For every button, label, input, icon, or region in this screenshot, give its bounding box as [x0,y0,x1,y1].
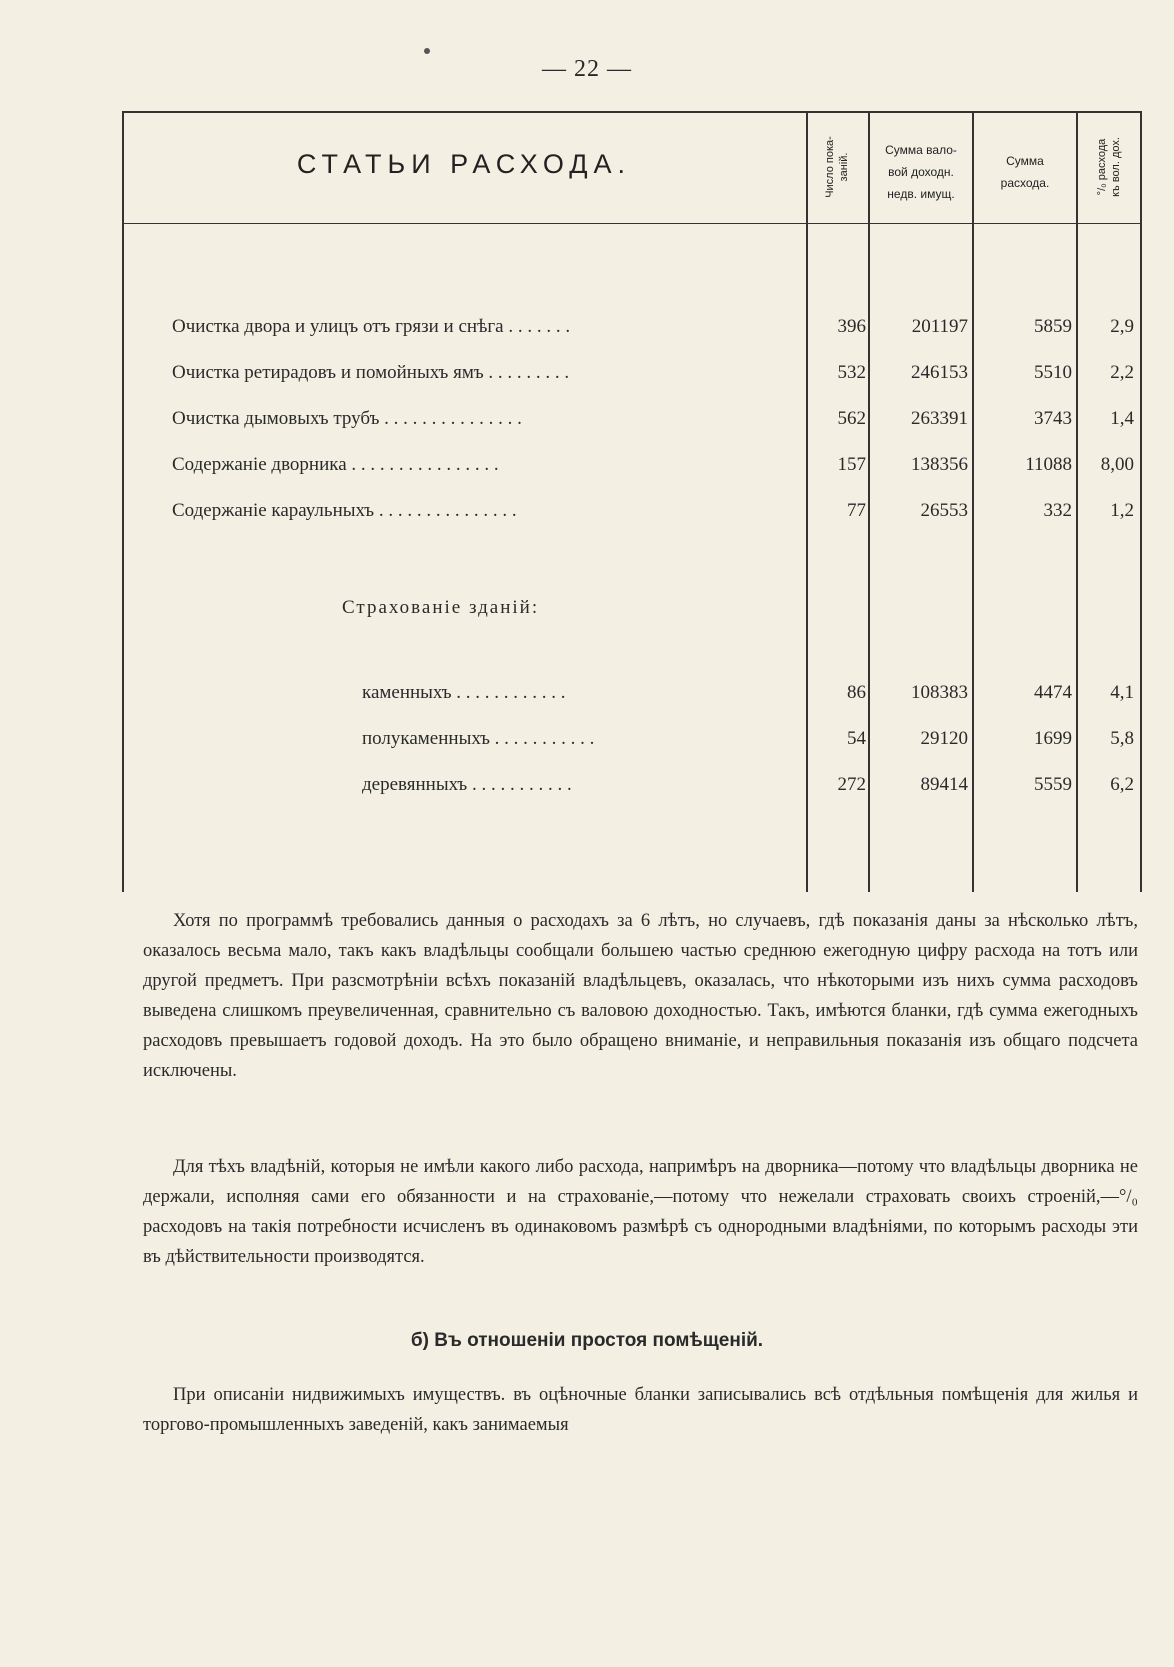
column-header-gross: Сумма вало- вой доходн. недв. имущ. [885,143,957,201]
table-row [122,767,1142,803]
row-gross: 201197 [911,316,968,337]
row-gross: 138356 [911,454,968,475]
row-percent: 5,8 [1110,728,1134,749]
table-title: СТАТЬИ РАСХОДА. [296,149,632,179]
row-percent: 4,1 [1110,682,1134,703]
row-label: Содержаніе караульныхъ . . . . . . . . . . . . . . . [172,500,517,521]
row-count: 272 [837,774,866,795]
row-gross: 246153 [911,362,968,383]
row-percent: 6,2 [1110,774,1134,795]
row-count: 532 [837,362,866,383]
row-percent: 1,2 [1110,500,1134,521]
paragraph-vacancy: При описаніи нидвижимыхъ имуществъ. въ оцѣночные бланки записывались всѣ отдѣльныя помѣщенія для жилья и торгово-промышленныхъ заведеній, какъ занимаемыя [143,1385,1138,1435]
table-row [122,309,1142,345]
row-gross: 29120 [920,728,968,749]
row-count: 86 [847,682,866,703]
row-gross: 26553 [920,500,968,521]
table-row [122,721,1142,757]
row-label: Очистка ретирадовъ и помойныхъ ямъ . . . . . . . . . [172,362,570,383]
column-header-percent-text: °/₀ расхода къ вол. дох. [1096,137,1122,197]
row-expense: 332 [1043,500,1072,521]
row-gross: 89414 [920,774,968,795]
subheading-vacancy: б) Въ отношеніи простоя помѣщеній. [410,1330,764,1351]
paragraph-programme: Хотя по программѣ требовались данныя о расходахъ за 6 лѣтъ, но случаевъ, гдѣ показанія даны за нѣсколько лѣтъ, оказалось весьма мало, такъ какъ владѣльцы сообщали большею частью среднюю ежегодную цифру расхода на тотъ или другой предметъ. При разсмотрѣніи всѣхъ показаній владѣльцевъ, оказалась, что нѣкоторыми изъ нихъ сумма расходовъ выведена слишкомъ преувеличенная, сравнительно съ валовою доходностью. Такъ, имѣются бланки, гдѣ сумма ежегодныхъ расходовъ превышаетъ годовой доходъ. На это было обращено вниманіе, и неправильныя показанія изъ общаго подсчета исключены. [143,911,1138,1081]
row-count: 396 [837,316,866,337]
row-expense: 1699 [1034,728,1072,749]
row-expense: 11088 [1025,454,1072,475]
row-gross: 108383 [911,682,968,703]
header-rule [122,223,1142,224]
column-header-percent [1078,113,1140,221]
expense-table [122,111,1142,892]
row-count: 157 [837,454,866,475]
row-label: Очистка двора и улицъ отъ грязи и снѣга . . . . . . . [172,316,571,337]
row-count: 77 [847,500,866,521]
row-count: 562 [837,408,866,429]
row-label: Содержаніе дворника . . . . . . . . . . . . . . . . [172,454,499,475]
row-expense: 3743 [1034,408,1072,429]
ink-dot [424,48,430,54]
row-expense: 4474 [1034,682,1072,703]
table-row [122,355,1142,391]
section-label-insurance: Страхованіе зданій: [342,597,540,618]
row-count: 54 [847,728,866,749]
page-number: — 22 — [542,56,632,82]
row-expense: 5559 [1034,774,1072,795]
table-row [122,675,1142,711]
table-row [122,447,1142,483]
row-label: полукаменныхъ . . . . . . . . . . . [362,728,595,749]
row-gross: 263391 [911,408,968,429]
paragraph-absent-expenses: Для тѣхъ владѣній, которыя не имѣли какого либо расхода, напримѣръ на дворника—потому что владѣльцы дворника не держали, исполняя сами его обязанности и на страхованіе,—потому что нежелали страховать своихъ строеній,—°/₀ расходовъ на такія потребности исчисленъ въ одинаковомъ размѣрѣ съ однородными владѣніями, по которымъ расходы эти въ дѣйствительности производятся. [143,1157,1138,1267]
row-expense: 5859 [1034,316,1072,337]
row-percent: 2,2 [1110,362,1134,383]
row-label: Очистка дымовыхъ трубъ . . . . . . . . . . . . . . . [172,408,522,429]
column-header-expense: Сумма расхода. [1000,154,1050,190]
row-percent: 2,9 [1110,316,1134,337]
row-percent: 1,4 [1110,408,1134,429]
column-header-count [808,113,866,221]
row-percent: 8,00 [1100,454,1134,475]
row-expense: 5510 [1034,362,1072,383]
table-row [122,401,1142,437]
row-label: деревянныхъ . . . . . . . . . . . [362,774,572,795]
column-header-count-text: Число пока- заній. [824,136,851,198]
table-row [122,493,1142,529]
row-label: каменныхъ . . . . . . . . . . . . [362,682,566,703]
